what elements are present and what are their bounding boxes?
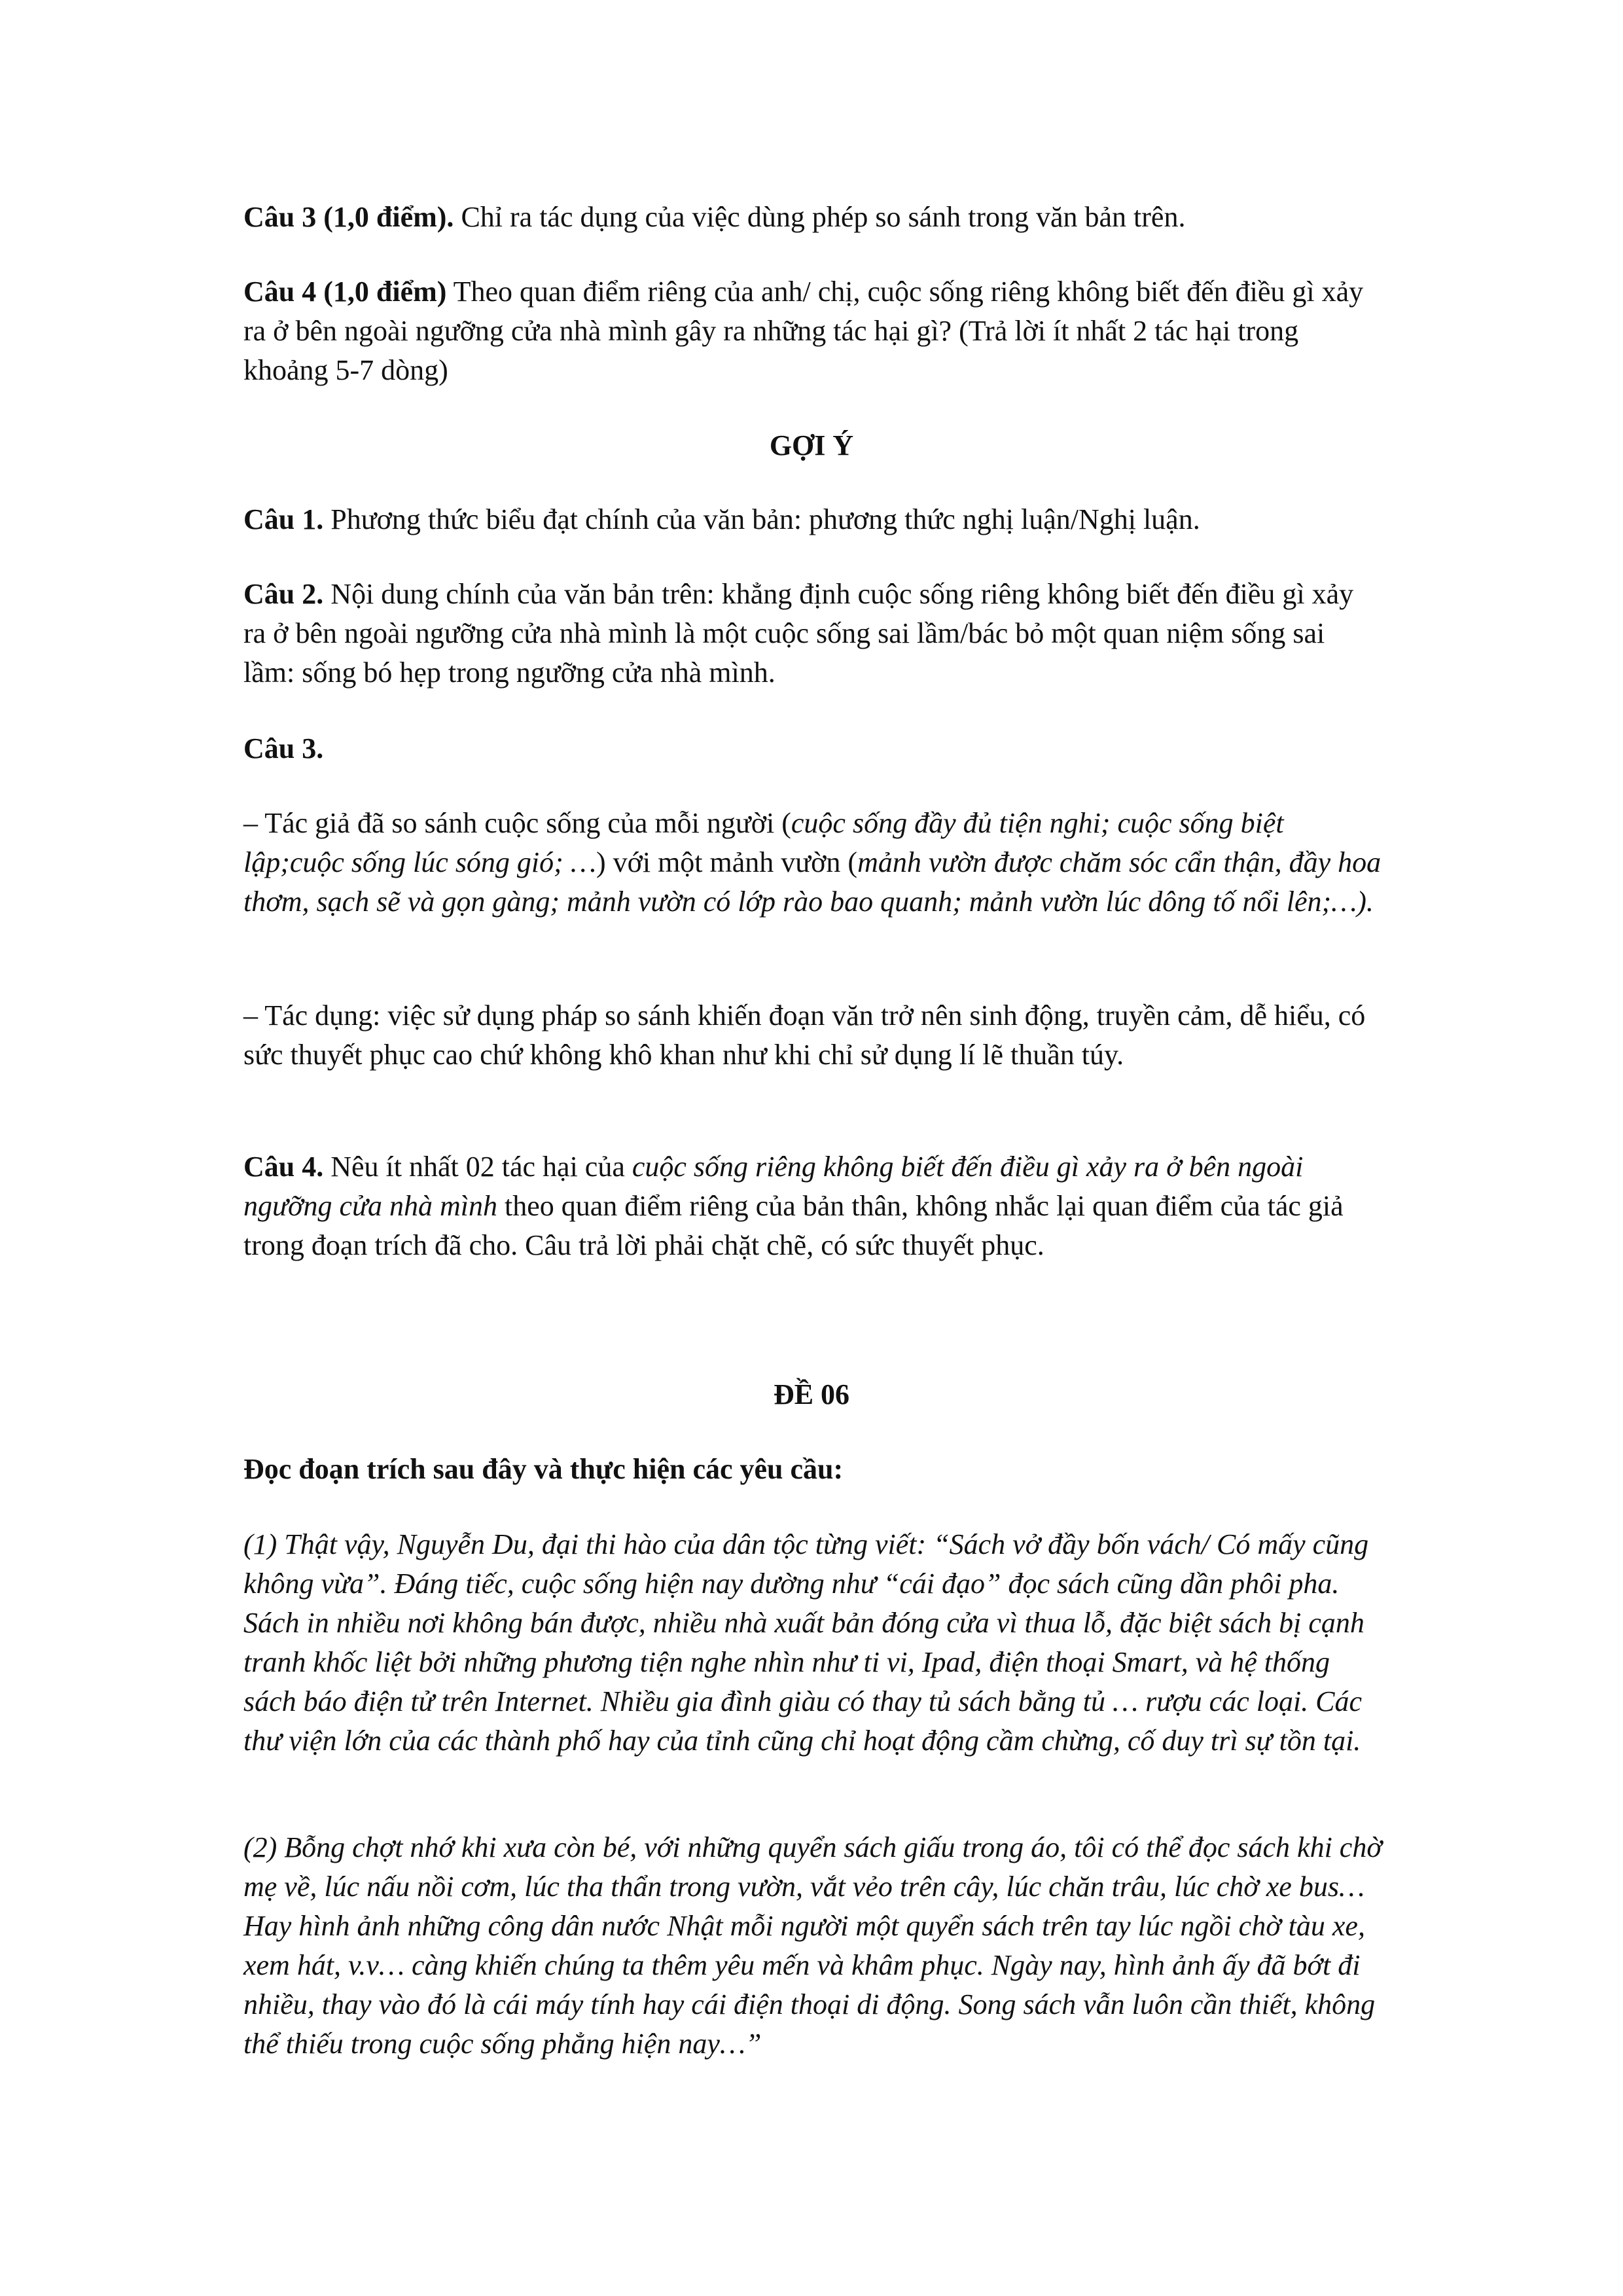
answer-3-label [243, 729, 1382, 768]
answer-1-label: Câu 1. [243, 503, 324, 535]
answer-1-text: Phương thức biểu đạt chính của văn bản: phương thức nghị luận/Nghị luận. [323, 503, 1200, 535]
answer-4 [243, 1147, 1382, 1265]
answer-2-label: Câu 2. [243, 578, 324, 610]
answer-2 [243, 575, 1382, 692]
excerpt-paragraph-2: (2) Bỗng chợt nhớ khi xưa còn bé, với những quyển sách giấu trong áo, tôi có thể đọc sách khi chờ mẹ về, lúc nấu nồi cơm, lúc tha thẩn trong vườn, vắt vẻo trên cây, lúc chăn trâu, lúc chờ xe bus… Hay hình ảnh những công dân nước Nhật mỗi người một quyển sách trên tay lúc ngồi chờ tàu xe, xem hát, v.v… càng khiến chúng ta thêm yêu mến và khâm phục. Ngày nay, hình ảnh ấy đã bớt đi nhiều, thay vào đó là cái máy tính hay cái điện thoại di động. Song sách vẫn luôn cần thiết, không thể thiếu trong cuộc sống phẳng hiện nay…” [243, 1831, 1382, 2060]
question-3 [243, 198, 1382, 237]
question-3-label: Câu 3 (1,0 điểm). [243, 201, 454, 233]
answer-4-text-1: Nêu ít nhất 02 tác hại của [323, 1151, 632, 1183]
reading-instruction [243, 1450, 1382, 1489]
de-06-title: ĐỀ 06 [773, 1378, 850, 1410]
goi-y-heading: GỢI Ý [769, 429, 854, 461]
answer-3-label-text: Câu 3. [243, 732, 324, 764]
question-3-text: Chỉ ra tác dụng của việc dùng phép so sánh trong văn bản trên. [454, 201, 1186, 233]
excerpt-paragraph-1: (1) Thật vậy, Nguyễn Du, đại thi hào của dân tộc từng viết: “Sách vở đầy bốn vách/ Có mấy cũng không vừa”. Đáng tiếc, cuộc sống hiện nay dường như “cái đạo” đọc sách cũng dần phôi pha. Sách in nhiều nơi không bán được, nhiều nhà xuất bản đóng cửa vì thua lỗ, đặc biệt sách bị cạnh tranh khốc liệt bởi những phương tiện nghe nhìn như ti vi, Ipad, điện thoại Smart, và hệ thống sách báo điện tử trên Internet. Nhiều gia đình giàu có thay tủ sách bằng tủ … rượu các loại. Các thư viện lớn của các thành phố hay của tỉnh cũng chỉ hoạt động cầm chừng, cố duy trì sự tồn tại. [243, 1528, 1369, 1757]
answer-3-comparison-italic-1: cuộc sống đầy đủ tiện nghi; cuộc sống biệt lập;cuộc sống lúc sóng gió; … [243, 807, 1284, 878]
reading-instruction-text: Đọc đoạn trích sau đây và thực hiện các yêu cầu: [243, 1453, 844, 1485]
answer-3-comparison [243, 804, 1382, 922]
question-4-label: Câu 4 (1,0 điểm) [243, 276, 447, 308]
answer-3-comparison-text-1: – Tác giả đã so sánh cuộc sống của mỗi người ( [243, 807, 791, 839]
answer-3-effect: – Tác dụng: việc sử dụng pháp so sánh khiến đoạn văn trở nên sinh động, truyền cảm, dễ hiểu, có sức thuyết phục cao chứ không khô khan như khi chỉ sử dụng lí lẽ thuần túy. [243, 999, 1366, 1071]
answer-3-comparison-text-2: ) với một mảnh vườn ( [596, 846, 858, 878]
answer-4-label: Câu 4. [243, 1151, 324, 1183]
answer-4-text-2: theo quan điểm riêng của bản thân, không nhắc lại quan điểm của tác giả trong đoạn trích đã cho. Câu trả lời phải chặt chẽ, có sức thuyết phục. [243, 1190, 1344, 1261]
answer-2-text: Nội dung chính của văn bản trên: khẳng định cuộc sống riêng không biết đến điều gì xảy ra ở bên ngoài ngưỡng cửa nhà mình là một cuộc sống sai lầm/bác bỏ một quan niệm sống sai lầm: sống bó hẹp trong ngưỡng cửa nhà mình. [243, 578, 1354, 689]
question-4 [243, 272, 1382, 390]
answer-4-italic: cuộc sống riêng không biết đến điều gì xảy ra ở bên ngoài ngưỡng cửa nhà mình [243, 1151, 1304, 1222]
question-4-text: Theo quan điểm riêng của anh/ chị, cuộc sống riêng không biết đến điều gì xảy ra ở bên ngoài ngưỡng cửa nhà mình gây ra những tác hại gì? (Trả lời ít nhất 2 tác hại trong khoảng 5-7 dòng) [243, 276, 1364, 386]
answer-3-comparison-italic-2: mảnh vườn được chăm sóc cẩn thận, đầy hoa thơm, sạch sẽ và gọn gàng; mảnh vườn có lớp rào bao quanh; mảnh vườn lúc dông tố nổi lên;…). [243, 846, 1382, 918]
answer-1 [243, 500, 1382, 539]
